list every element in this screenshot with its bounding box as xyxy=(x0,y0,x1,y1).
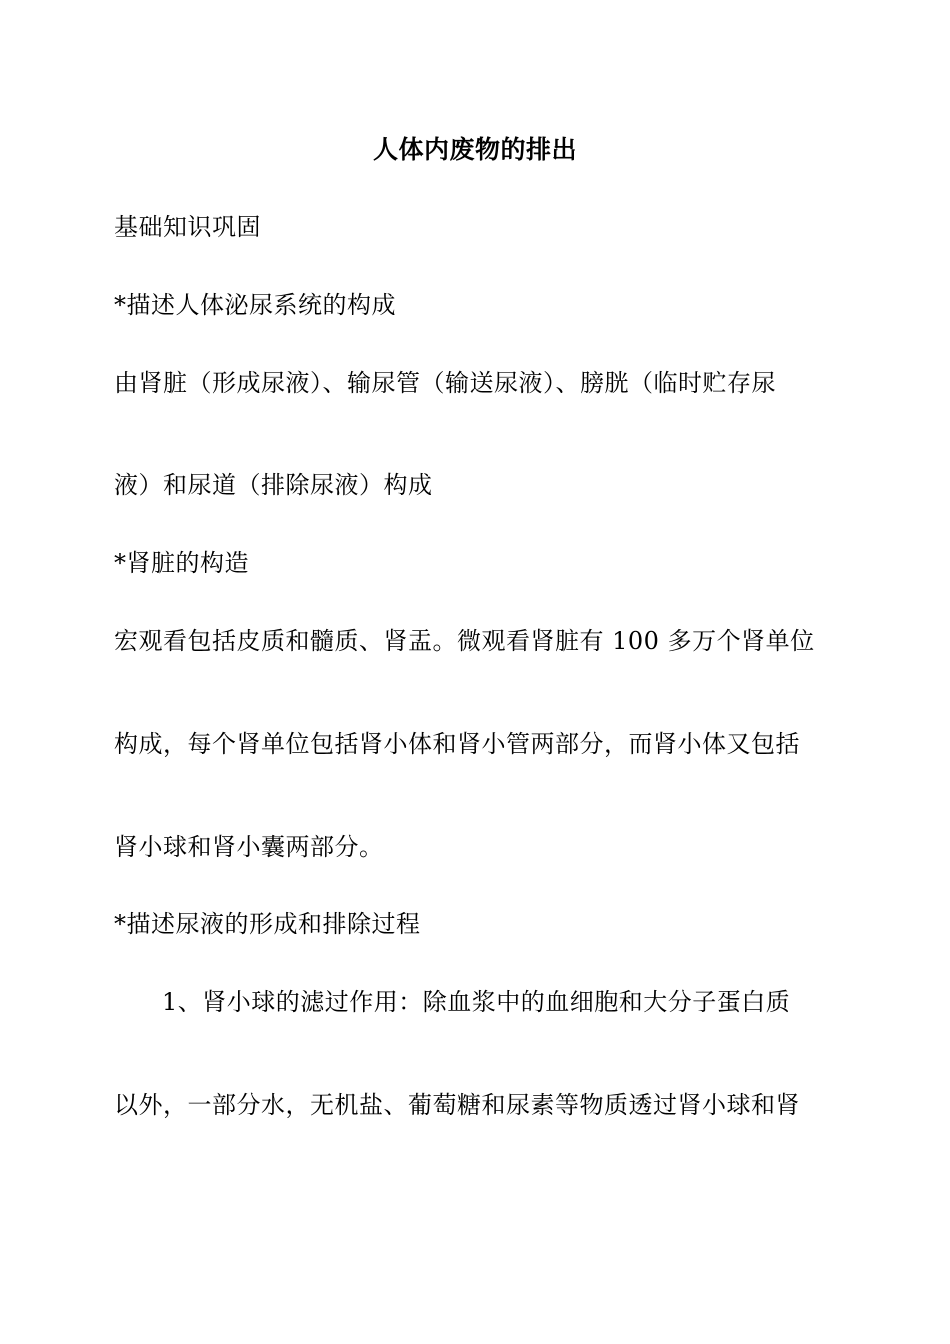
section-heading: 基础知识巩固 xyxy=(114,213,261,241)
paragraph-line: 肾小球和肾小囊两部分。 xyxy=(114,833,384,861)
paragraph-line: 以外，一部分水，无机盐、葡萄糖和尿素等物质透过肾小球和肾 xyxy=(114,1091,800,1119)
paragraph-line: 1、肾小球的滤过作用：除血浆中的血细胞和大分子蛋白质 xyxy=(162,988,791,1016)
paragraph-line: 由肾脏（形成尿液）、输尿管（输送尿液）、膀胱（临时贮存尿 xyxy=(114,369,776,397)
topic-heading-urine-formation: *描述尿液的形成和排除过程 xyxy=(114,910,421,938)
topic-heading-kidney-structure: *肾脏的构造 xyxy=(114,549,249,577)
page-title: 人体内废物的排出 xyxy=(372,135,577,164)
paragraph-line: 宏观看包括皮质和髓质、肾盂。微观看肾脏有 100 多万个肾单位 xyxy=(114,627,815,655)
topic-heading-urinary-system: *描述人体泌尿系统的构成 xyxy=(114,291,396,319)
paragraph-line: 构成，每个肾单位包括肾小体和肾小管两部分，而肾小体又包括 xyxy=(114,730,800,758)
paragraph-line: 液）和尿道（排除尿液）构成 xyxy=(114,471,433,499)
